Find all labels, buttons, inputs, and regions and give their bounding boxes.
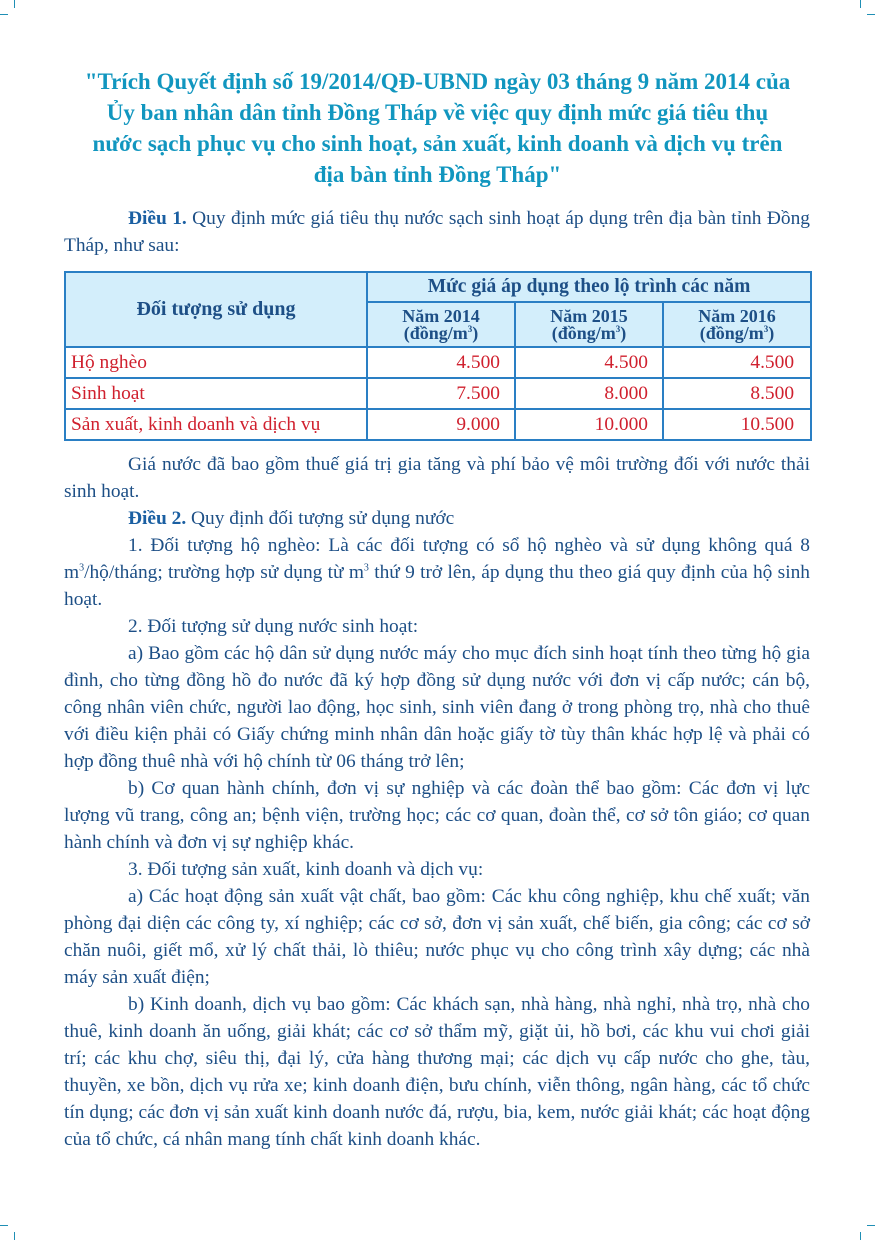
price-2016: 10.500	[663, 409, 811, 440]
crop-mark-top-left	[14, 0, 15, 8]
crop-mark-bottom-left	[14, 1232, 15, 1240]
price-2016: 4.500	[663, 347, 811, 378]
row-label-business: Sản xuất, kinh doanh và dịch vụ	[65, 409, 367, 440]
header-year-2015	[515, 302, 663, 347]
item-2a: a) Bao gồm các hộ dân sử dụng nước máy cho mục đích sinh hoạt tính theo từng hộ gia đình, cho từng đồng hồ đo nước đã ký hợp đồng sử dụng nước với đơn vị cấp nước; cán bộ, công nhân viên chức, người lao động, học sinh, sinh viên đang ở trong phòng trọ, nhà cho thuê với điều kiện phải có Giấy chứng minh nhân dân hoặc giấy tờ tùy thân khác hợp lệ và phải có hợp đồng thuê nhà với hộ chính từ 06 tháng trở lên;	[64, 643, 810, 772]
price-2014: 9.000	[367, 409, 515, 440]
article-2-label: Điều 2.	[128, 508, 187, 529]
article-1-text: Quy định mức giá tiêu thụ nước sạch sinh hoạt áp dụng trên địa bàn tỉnh Đồng Tháp, như sau:	[64, 208, 810, 256]
unit-label: $(đồng/m^3)$	[699, 322, 775, 343]
unit-label: $(đồng/m^3)$	[403, 322, 479, 343]
item-3a: a) Các hoạt động sản xuất vật chất, bao gồm: Các khu công nghiệp, khu chế xuất; văn phòng đại diện các công ty, xí nghiệp; các cơ sở, đơn vị sản xuất, chế biến, gia công; các cơ sở chăn nuôi, giết mổ, xử lý chất thải, lò thiêu; nước phục vụ cho công trình xây dựng; các nhà máy sản xuất điện;	[64, 886, 810, 988]
item-2-heading: 2. Đối tượng sử dụng nước sinh hoạt:	[128, 616, 419, 637]
row-label-poor-household: Hộ nghèo	[65, 347, 367, 378]
year-label: Năm 2015	[550, 305, 628, 326]
title-line-2: Ủy ban nhân dân tỉnh Đồng Tháp về việc quy định mức giá tiêu thụ	[106, 100, 769, 125]
water-price-table	[64, 271, 812, 441]
year-label: Năm 2016	[698, 305, 776, 326]
price-2016: 8.500	[663, 378, 811, 409]
table-row	[65, 378, 811, 409]
price-2015: 10.000	[515, 409, 663, 440]
header-user-type: Đối tượng sử dụng	[65, 272, 367, 347]
table-row	[65, 347, 811, 378]
article-2-text: Quy định đối tượng sử dụng nước	[186, 508, 455, 529]
crop-mark-top-left-h	[0, 14, 8, 15]
crop-mark-bottom-left-h	[0, 1225, 8, 1226]
crop-mark-top-right	[860, 0, 861, 8]
table-row	[65, 409, 811, 440]
item-3b: b) Kinh doanh, dịch vụ bao gồm: Các khách sạn, nhà hàng, nhà nghỉ, nhà trọ, nhà cho thuê, kinh doanh ăn uống, giải khát; các cơ sở thẩm mỹ, giặt ủi, hồ bơi, các khu vui chơi giải trí; các khu chợ, siêu thị, đại lý, cửa hàng thương mại; các dịch vụ cấp nước cho ghe, tàu, thuyền, xe bồn, dịch vụ rửa xe; kinh doanh điện, bưu chính, viễn thông, ngân hàng, các tổ chức tín dụng; các đơn vị sản xuất kinh doanh nước đá, rượu, bia, kem, nước giải khát; các hoạt động của tổ chức, cá nhân mang tính chất kinh doanh khác.	[64, 994, 810, 1150]
price-2014: 7.500	[367, 378, 515, 409]
title-line-4: địa bàn tỉnh Đồng Tháp"	[313, 162, 562, 187]
title-line-1: "Trích Quyết định số 19/2014/QĐ-UBND ngày 03 tháng 9 năm 2014 của	[84, 69, 791, 94]
article-2-heading	[64, 505, 810, 532]
price-note: Giá nước đã bao gồm thuế giá trị gia tăng và phí bảo vệ môi trường đối với nước thải sinh hoạt.	[64, 454, 810, 502]
price-2015: 8.000	[515, 378, 663, 409]
year-label: Năm 2014	[402, 305, 480, 326]
price-2015: 4.500	[515, 347, 663, 378]
header-year-2016	[663, 302, 811, 347]
item-2b: b) Cơ quan hành chính, đơn vị sự nghiệp và các đoàn thể bao gồm: Các đơn vị lực lượng vũ trang, công an; bệnh viện, trường học; các cơ quan, đoàn thể, cơ sở tôn giáo; cơ quan hành chính và đơn vị sự nghiệp khác.	[64, 778, 810, 853]
unit-label: $(đồng/m^3)$	[551, 322, 627, 343]
header-year-2014	[367, 302, 515, 347]
article-1-label: Điều 1.	[128, 208, 187, 229]
header-price-schedule: Mức giá áp dụng theo lộ trình các năm	[367, 272, 811, 302]
article-1-intro	[64, 205, 810, 259]
crop-mark-top-right-h	[867, 14, 875, 15]
document-body	[64, 451, 810, 1153]
title-line-3: nước sạch phục vụ cho sinh hoạt, sản xuất, kinh doanh và dịch vụ trên	[92, 131, 783, 156]
document-title	[50, 66, 825, 190]
row-label-domestic: Sinh hoạt	[65, 378, 367, 409]
item-3-heading: 3. Đối tượng sản xuất, kinh doanh và dịch vụ:	[128, 859, 484, 880]
crop-mark-bottom-right-h	[867, 1225, 875, 1226]
crop-mark-bottom-right	[860, 1232, 861, 1240]
item-1-poor-household: 1. Đối tượng hộ nghèo: Là các đối tượng có sổ hộ nghèo và sử dụng không quá 8 $m^3/hộ$/tháng; trường hợp sử dụng từ $m^3$ thứ 9 trở lên, áp dụng thu theo giá quy định của hộ sinh hoạt.	[64, 535, 810, 610]
price-2014: 4.500	[367, 347, 515, 378]
